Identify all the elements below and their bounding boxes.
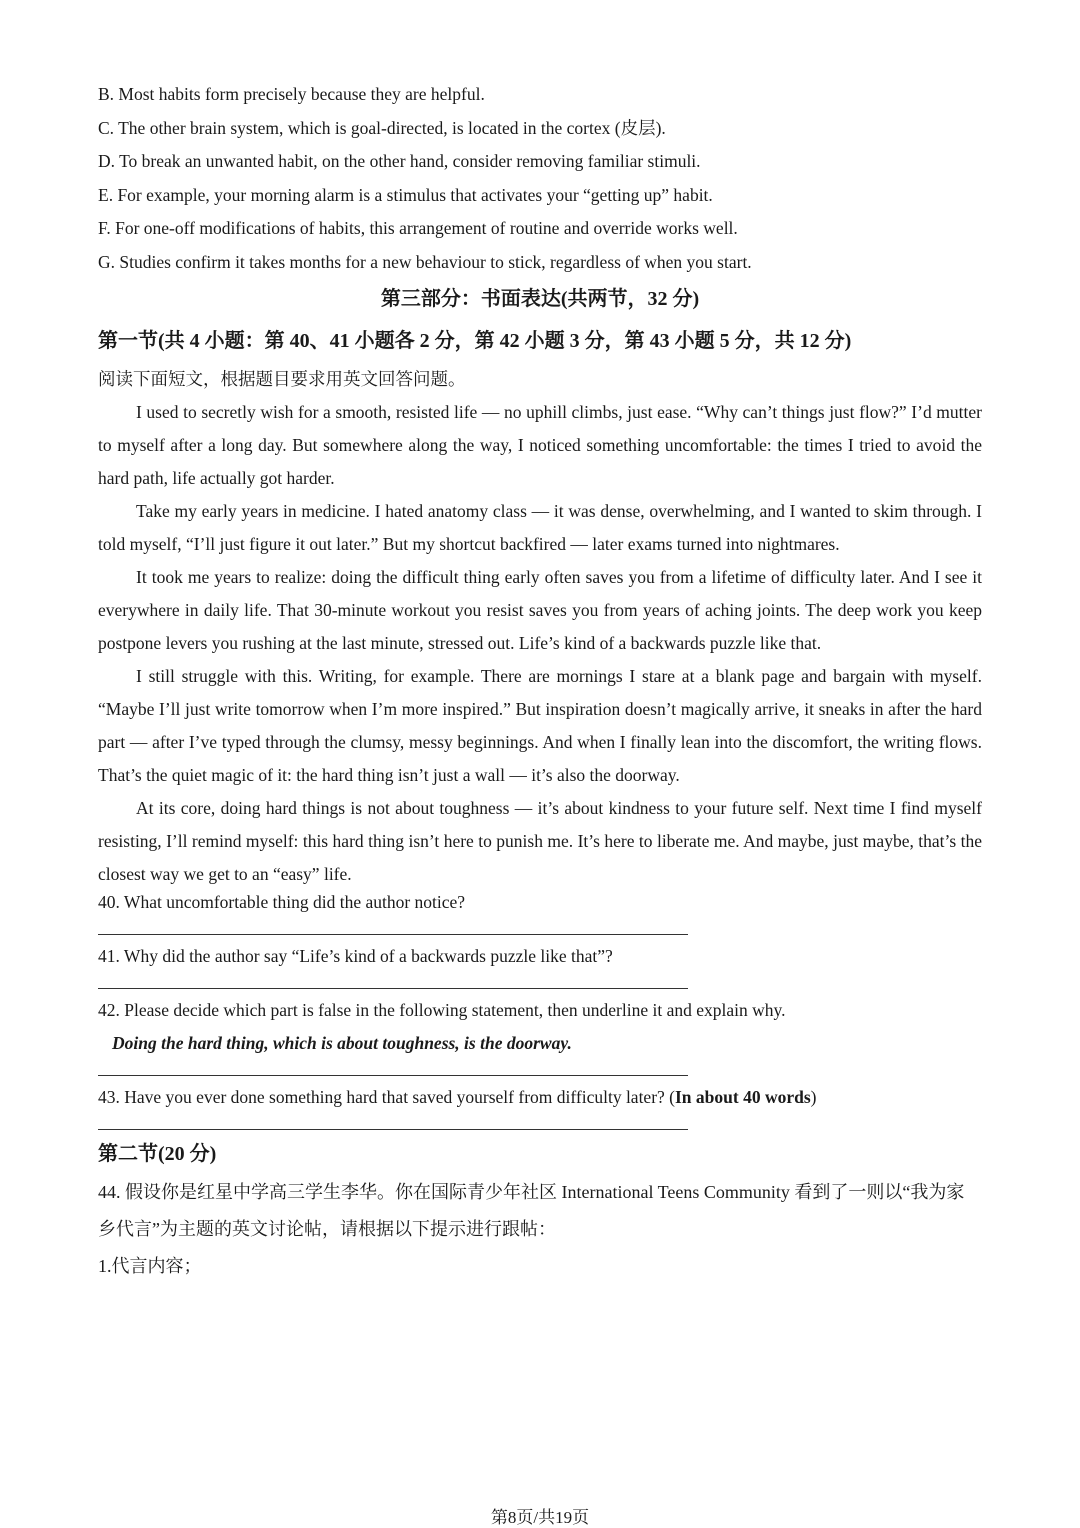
page-content <box>98 78 982 1285</box>
option-e: E. For example, your morning alarm is a stimulus that activates your “getting up” habit. <box>98 184 713 205</box>
answer-line-41[interactable] <box>98 988 688 989</box>
answer-line-42[interactable] <box>98 1075 688 1076</box>
question-40: 40. What uncomfortable thing did the author notice? <box>98 892 466 912</box>
question-42-statement: Doing the hard thing, which is about toughness, is the doorway. <box>112 1033 572 1053</box>
answer-line-43[interactable] <box>98 1129 688 1130</box>
question-43-text: 43. Have you ever done something hard that saved yourself from difficulty later? ( <box>98 1087 675 1107</box>
page-footer: 第8页/共19页 <box>490 1508 590 1527</box>
reading-passage <box>98 396 982 891</box>
instruction: 阅读下面短文，根据题目要求用英文回答问题。 <box>98 369 466 389</box>
section1-title: 第一节(共 4 小题：第 40、41 小题各 2 分，第 42 小题 3 分，第 43 小题 5 分，共 12 分) <box>98 330 852 352</box>
question-42: 42. Please decide which part is false in the following statement, then underline it and explain why. <box>98 1000 786 1020</box>
answer-line-40[interactable] <box>98 934 688 935</box>
passage-paragraph: Take my early years in medicine. I hated anatomy class — it was dense, overwhelming, and I wanted to skim through. I told myself, “I’ll just figure it out later.” But my shortcut backfired — later exams turned into nightmares. <box>98 501 982 554</box>
question-43-close: ) <box>810 1087 817 1107</box>
option-d: D. To break an unwanted habit, on the other hand, consider removing familiar stimuli. <box>98 151 701 171</box>
passage-paragraph: It took me years to realize: doing the difficult thing early often saves you from a lifetime of difficulty later. And I see it everywhere in daily life. That 30-minute workout you resist saves you from years of aching joints. The deep work you keep postpone levers you rushing at the last minute, stressed out. Life’s kind of a backwards puzzle like that. <box>98 567 982 653</box>
option-c: C. The other brain system, which is goal-directed, is located in the cortex (皮层). <box>98 117 666 138</box>
word-limit: In about 40 words <box>675 1087 811 1107</box>
part3-title: 第三部分：书面表达(共两节，32 分) <box>380 288 700 310</box>
option-g: G. Studies confirm it takes months for a new behaviour to stick, regardless of when you start. <box>98 251 752 272</box>
question-41: 41. Why did the author say “Life’s kind of a backwards puzzle like that”? <box>98 946 613 966</box>
option-f: F. For one-off modifications of habits, this arrangement of routine and override works well. <box>98 218 738 238</box>
passage-paragraph: I still struggle with this. Writing, for example. There are mornings I stare at a blank page and bargain with myself. “Maybe I’ll just write tomorrow when I’m more inspired.” But inspiration doesn’t magically arrive, it sneaks in after the hard part — after I’ve typed through the clumsy, messy beginnings. And when I finally lean into the discomfort, the writing flows. That’s the quiet magic of it: the hard thing isn’t just a wall — it’s also the doorway. <box>98 666 982 785</box>
question-44-point-1: 1.代言内容； <box>98 1256 202 1276</box>
section2-title: 第二节(20 分) <box>98 1143 217 1165</box>
option-b: B. Most habits form precisely because they are helpful. <box>98 84 485 104</box>
question-43 <box>98 1086 982 1108</box>
questions <box>98 891 982 1130</box>
question-44: 44. 假设你是红星中学高三学生李华。你在国际青少年社区 International Teens Community 看到了一则以“我为家乡代言”为主题的英文讨论帖，请根据以下提示进行跟帖： <box>98 1182 965 1239</box>
passage-paragraph: At its core, doing hard things is not about toughness — it’s about kindness to your future self. Next time I find myself resisting, I’ll remind myself: this hard thing isn’t here to punish me. It’s here to liberate me. And maybe, just maybe, that’s the closest way we get to an “easy” life. <box>98 798 982 884</box>
passage-paragraph: I used to secretly wish for a smooth, resisted life — no uphill climbs, just ease. “Why can’t things just flow?” I’d mutter to myself after a long day. But somewhere along the way, I noticed something uncomfortable: the times I tried to avoid the hard path, life actually got harder. <box>98 402 982 488</box>
